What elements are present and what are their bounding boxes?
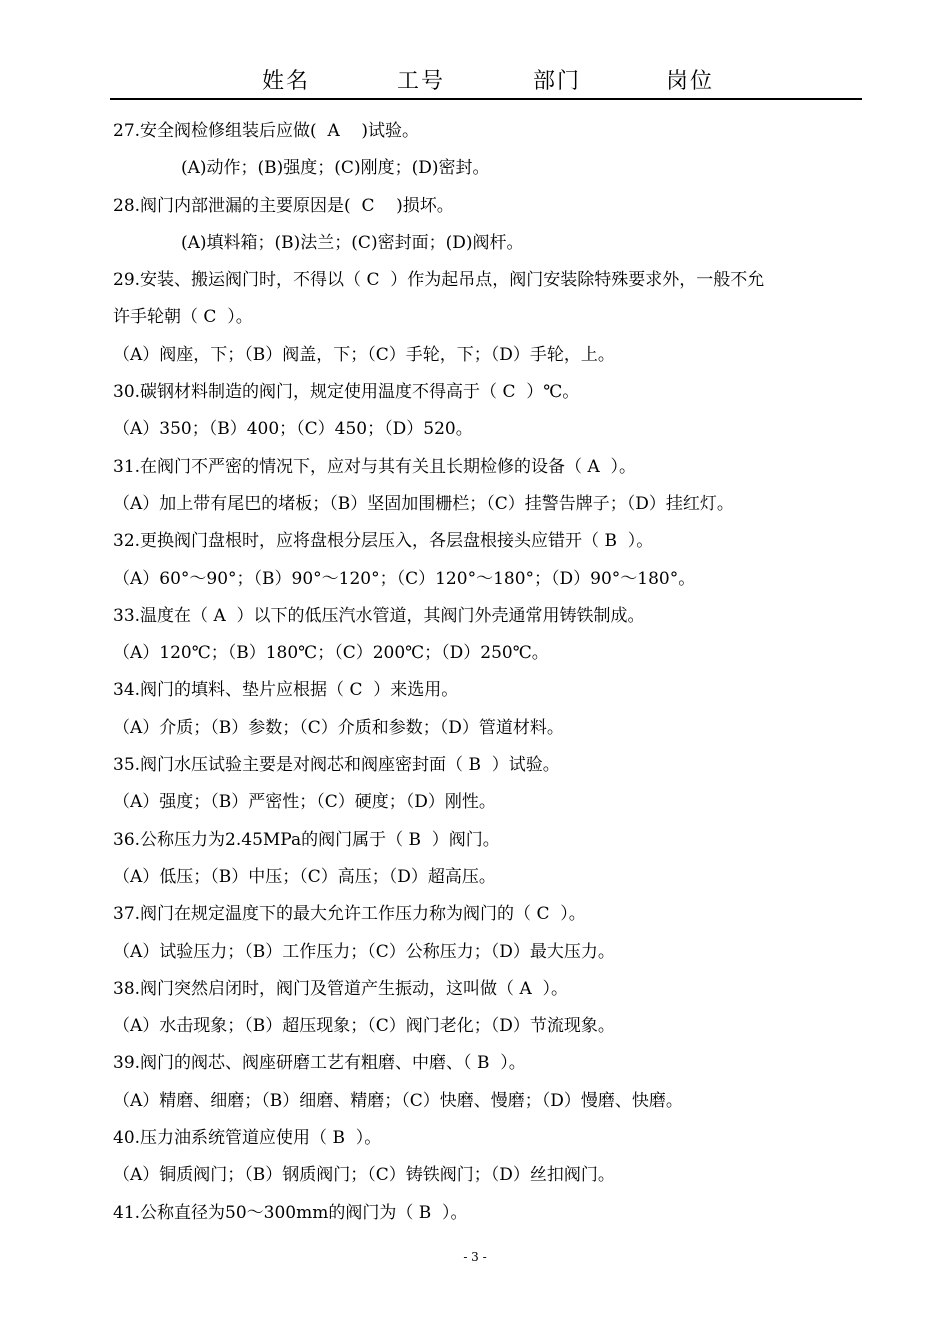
position-label: 岗位 — [666, 69, 715, 94]
question-line: （A）350；（B）400；（C）450；（D）520。 — [113, 419, 473, 440]
name-label: 姓名 — [262, 69, 311, 94]
question-line: （A）阀座，下；（B）阀盖，下；（C）手轮，下；（D）手轮，上。 — [113, 344, 615, 365]
question-text: 36.公称压力为2.45MPa的阀门属于（ B ）阀门。 — [113, 829, 500, 850]
question-text: 37.阀门在规定温度下的最大允许工作压力称为阀门的（ C ）。 — [113, 904, 586, 925]
question-text: 31.在阀门不严密的情况下，应对与其有关且长期检修的设备（ A ）。 — [113, 456, 637, 477]
question-line: （A）介质；（B）参数；（C）介质和参数；（D）管道材料。 — [113, 717, 564, 738]
question-line: （A）试验压力；（B）工作压力；（C）公称压力；（D）最大压力。 — [113, 941, 615, 962]
question-text: 40.压力油系统管道应使用（ B ）。 — [113, 1128, 382, 1149]
question-text: 41.公称直径为50～300mm的阀门为（ B ）。 — [113, 1202, 468, 1223]
question-text: 33.温度在（ A ）以下的低压汽水管道，其阀门外壳通常用铸铁制成。 — [113, 605, 645, 626]
question-line: （A）精磨、细磨；（B）细磨、精磨；（C）快磨、慢磨；（D）慢磨、快磨。 — [113, 1090, 683, 1111]
question-line: （A）水击现象；（B）超压现象；（C）阀门老化；（D）节流现象。 — [113, 1016, 615, 1037]
question-line: （A）加上带有尾巴的堵板；（B）坚固加围栅栏；（C）挂警告牌子；（D）挂红灯。 — [113, 493, 734, 514]
question-text: 27.安全阀检修组装后应做( A )试验。 — [113, 121, 419, 141]
question-text: 30.碳钢材料制造的阀门，规定使用温度不得高于（ C ）℃。 — [113, 382, 580, 403]
question-line: （A）60°～90°；（B）90°～120°；（C）120°～180°；（D）90°～180°。 — [113, 568, 696, 589]
question-line: （A）120℃；（B）180℃；（C）200℃；（D）250℃。 — [113, 643, 549, 664]
question-text: 38.阀门突然启闭时，阀门及管道产生振动，这叫做（ A ）。 — [113, 978, 569, 999]
page-number: - 3 - — [463, 1250, 487, 1264]
question-text: 32.更换阀门盘根时，应将盘根分层压入，各层盘根接头应错开（ B ）。 — [113, 531, 654, 552]
question-text: 34.阀门的填料、垫片应根据（ C ）来选用。 — [113, 680, 459, 701]
question-line: （A）铜质阀门；（B）钢质阀门；（C）铸铁阀门；（D）丝扣阀门。 — [113, 1165, 615, 1186]
question-line: (A)动作；(B)强度；(C)刚度；(D)密封。 — [181, 158, 490, 179]
question-line: (A)填料箱；(B)法兰；(C)密封面；(D)阀杆。 — [181, 232, 524, 253]
question-line: 许手轮朝（ C ）。 — [113, 307, 253, 328]
question-text: 29.安装、搬运阀门时，不得以（ C ）作为起吊点，阀门安装除特殊要求外，一般不允 — [113, 270, 765, 291]
question-line: （A）低压；（B）中压；（C）高压；（D）超高压。 — [113, 866, 496, 887]
question-list — [113, 113, 873, 1232]
question-text: 35.阀门水压试验主要是对阀芯和阀座密封面（ B ）试验。 — [113, 755, 560, 776]
department-label: 部门 — [533, 69, 582, 94]
question-text: 28.阀门内部泄漏的主要原因是( C )损坏。 — [113, 195, 454, 216]
employee-id-label: 工号 — [397, 69, 446, 94]
page-header — [110, 62, 862, 100]
question-line: （A）强度；（B）严密性；（C）硬度；（D）刚性。 — [113, 792, 496, 813]
question-text: 39.阀门的阀芯、阀座研磨工艺有粗磨、中磨、（ B ）。 — [113, 1053, 526, 1074]
